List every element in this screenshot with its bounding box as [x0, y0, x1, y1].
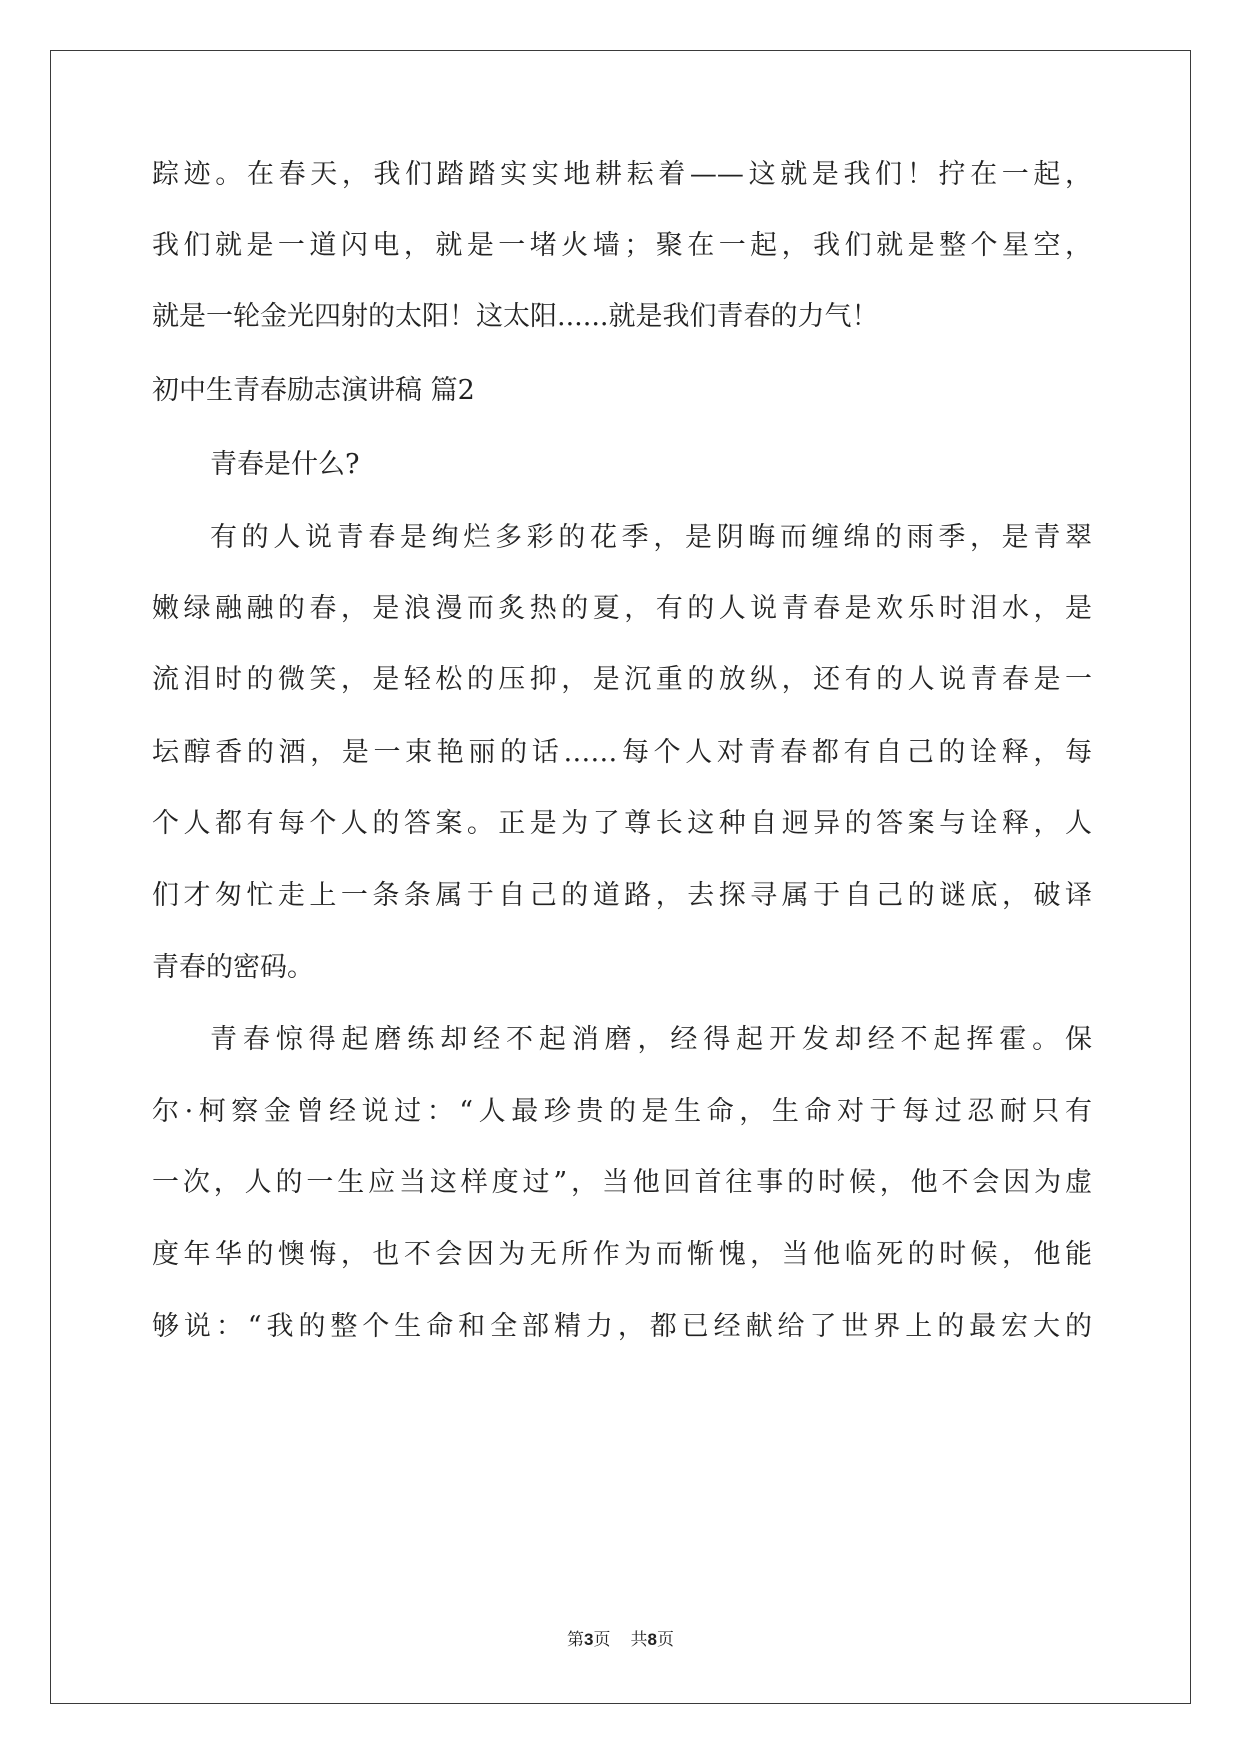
body-line: 够说：“我的整个生命和全部精力，都已经献给了世界上的最宏大的	[152, 1311, 1092, 1342]
body-line: 们才匆忙走上一条条属于自己的道路，去探寻属于自己的谜底，破译	[152, 880, 1092, 911]
total-prefix: 共	[630, 1630, 648, 1650]
body-line: 青春惊得起磨练却经不起消磨，经得起开发却经不起挥霍。保	[210, 1024, 1092, 1055]
body-line: 踪迹。在春天，我们踏踏实实地耕耘着——这就是我们！拧在一起，	[152, 159, 1092, 190]
page-footer	[0, 1625, 1241, 1650]
body-line: 一次，人的一生应当这样度过”，当他回首往事的时候，他不会因为虚	[152, 1167, 1092, 1198]
section-heading: 初中生青春励志演讲稿 篇2	[152, 375, 475, 406]
body-line: 流泪时的微笑，是轻松的压抑，是沉重的放纵，还有的人说青春是一	[152, 664, 1092, 695]
total-suffix: 页	[656, 1630, 674, 1650]
body-line: 个人都有每个人的答案。正是为了尊长这种自迥异的答案与诠释，人	[152, 808, 1092, 839]
total-pages: 8	[647, 1630, 657, 1649]
body-line: 我们就是一道闪电，就是一堵火墙；聚在一起，我们就是整个星空，	[152, 230, 1092, 261]
body-line: 青春是什么?	[210, 449, 360, 480]
page-prefix: 第	[567, 1630, 585, 1650]
body-line: 坛醇香的酒，是一束艳丽的话……每个人对青春都有自己的诠释，每	[152, 737, 1092, 768]
body-line: 度年华的懊悔，也不会因为无所作为而惭愧，当他临死的时候，他能	[152, 1239, 1092, 1270]
page-suffix: 页	[593, 1630, 611, 1650]
body-line: 青春的密码。	[152, 952, 314, 983]
body-line: 尔·柯察金曾经说过：“人最珍贵的是生命，生命对于每过忍耐只有	[152, 1096, 1092, 1127]
body-line: 就是一轮金光四射的太阳！这太阳......就是我们青春的力气！	[152, 301, 879, 332]
body-line: 嫩绿融融的春，是浪漫而炙热的夏，有的人说青春是欢乐时泪水，是	[152, 593, 1092, 624]
page-number: 3	[584, 1630, 594, 1649]
body-line: 有的人说青春是绚烂多彩的花季，是阴晦而缠绵的雨季，是青翠	[210, 522, 1092, 553]
